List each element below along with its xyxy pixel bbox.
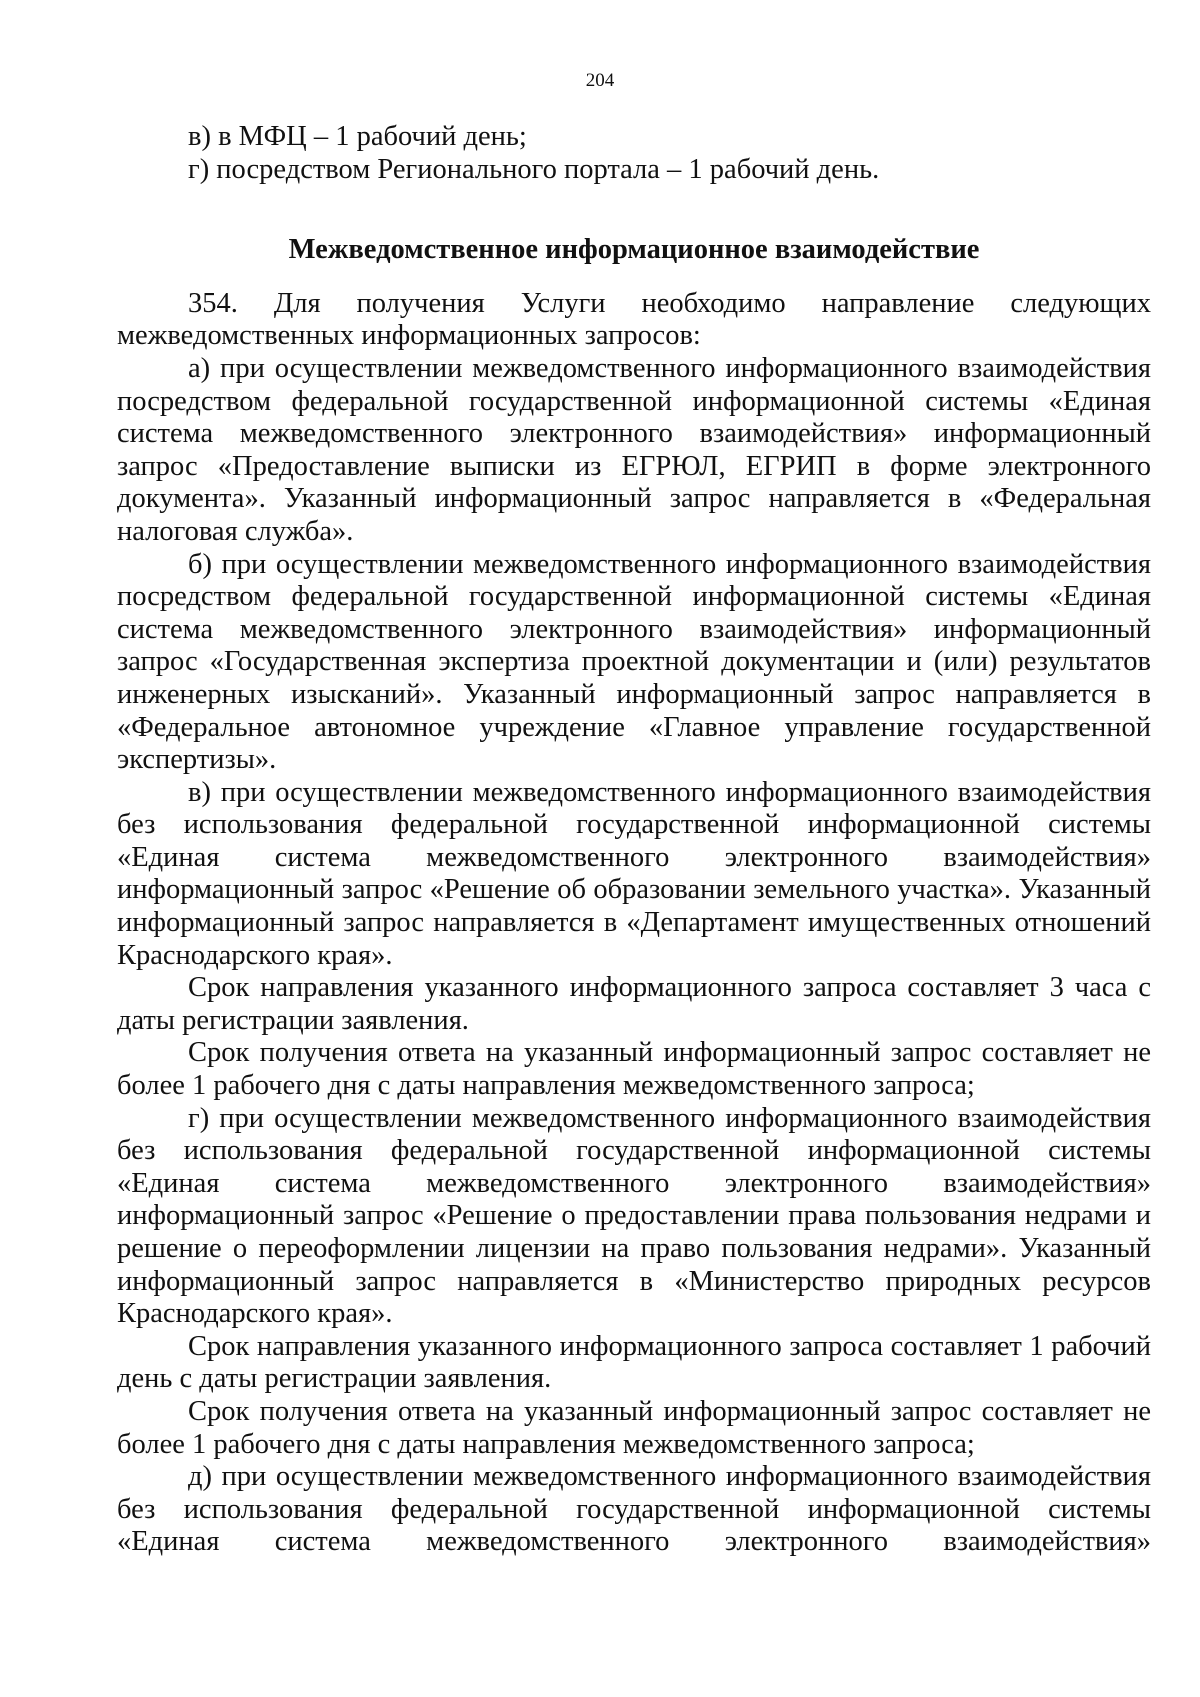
intro-item-v: в) в МФЦ – 1 рабочий день; xyxy=(188,121,527,152)
paragraph-item-d: д) при осуществлении межведомственного информационного взаимодействия без использования федеральной государственной информационной системы «Единая система межведомственного электронного взаимодействия» xyxy=(117,1461,1151,1558)
paragraph-item-g: г) при осуществлении межведомственного информационного взаимодействия без использования федеральной государственной информационной системы «Единая система межведомственного электронного взаимодействия» информационный запрос «Решение о предоставлении права пользования недрами и решение о переоформлении лицензии на право пользования недрами». Указанный информационный запрос направляется в «Министерство природных ресурсов Краснодарского края». xyxy=(117,1102,1151,1330)
paragraph-item-a: а) при осуществлении межведомственного информационного взаимодействия посредством федеральной государственной информационной системы «Единая система межведомственного электронного взаимодействия» информационный запрос «Предоставление выписки из ЕГРЮЛ, ЕГРИП в форме электронного документа». Указанный информационный запрос направляется в «Федеральная налоговая служба». xyxy=(117,352,1151,547)
paragraph-deadline-reply-2: Срок получения ответа на указанный информационный запрос составляет не более 1 рабочего дня с даты направления межведомственного запроса; xyxy=(117,1395,1151,1460)
section-heading: Межведомственное информационное взаимодействие xyxy=(288,234,980,266)
paragraph-item-v: в) при осуществлении межведомственного информационного взаимодействия без использования федеральной государственной информационной системы «Единая система межведомственного электронного взаимодействия» информационный запрос «Решение об образовании земельного участка». Указанный информационный запрос направляется в «Департамент имущественных отношений Краснодарского края». xyxy=(117,776,1151,971)
paragraph-item-b: б) при осуществлении межведомственного информационного взаимодействия посредством федеральной государственной информационной системы «Единая система межведомственного электронного взаимодействия» информационный запрос «Государственная экспертиза проектной документации и (или) результатов инженерных изысканий». Указанный информационный запрос направляется в «Федеральное автономное учреждение «Главное управление государственной экспертизы». xyxy=(117,548,1151,776)
paragraph-deadline-send-2: Срок направления указанного информационного запроса составляет 1 рабочий день с даты регистрации заявления. xyxy=(117,1330,1151,1395)
page-number: 204 xyxy=(585,70,615,91)
document-body xyxy=(117,121,1151,1559)
paragraph-deadline-send-1: Срок направления указанного информационного запроса составляет 3 часа с даты регистрации заявления. xyxy=(117,972,1151,1036)
paragraph-deadline-reply-1: Срок получения ответа на указанный информационный запрос составляет не более 1 рабочего дня с даты направления межведомственного запроса; xyxy=(117,1037,1151,1102)
paragraph-354: 354. Для получения Услуги необходимо направление следующих межведомственных информационных запросов: xyxy=(117,287,1151,352)
intro-item-g: г) посредством Регионального портала – 1 рабочий день. xyxy=(188,153,880,185)
